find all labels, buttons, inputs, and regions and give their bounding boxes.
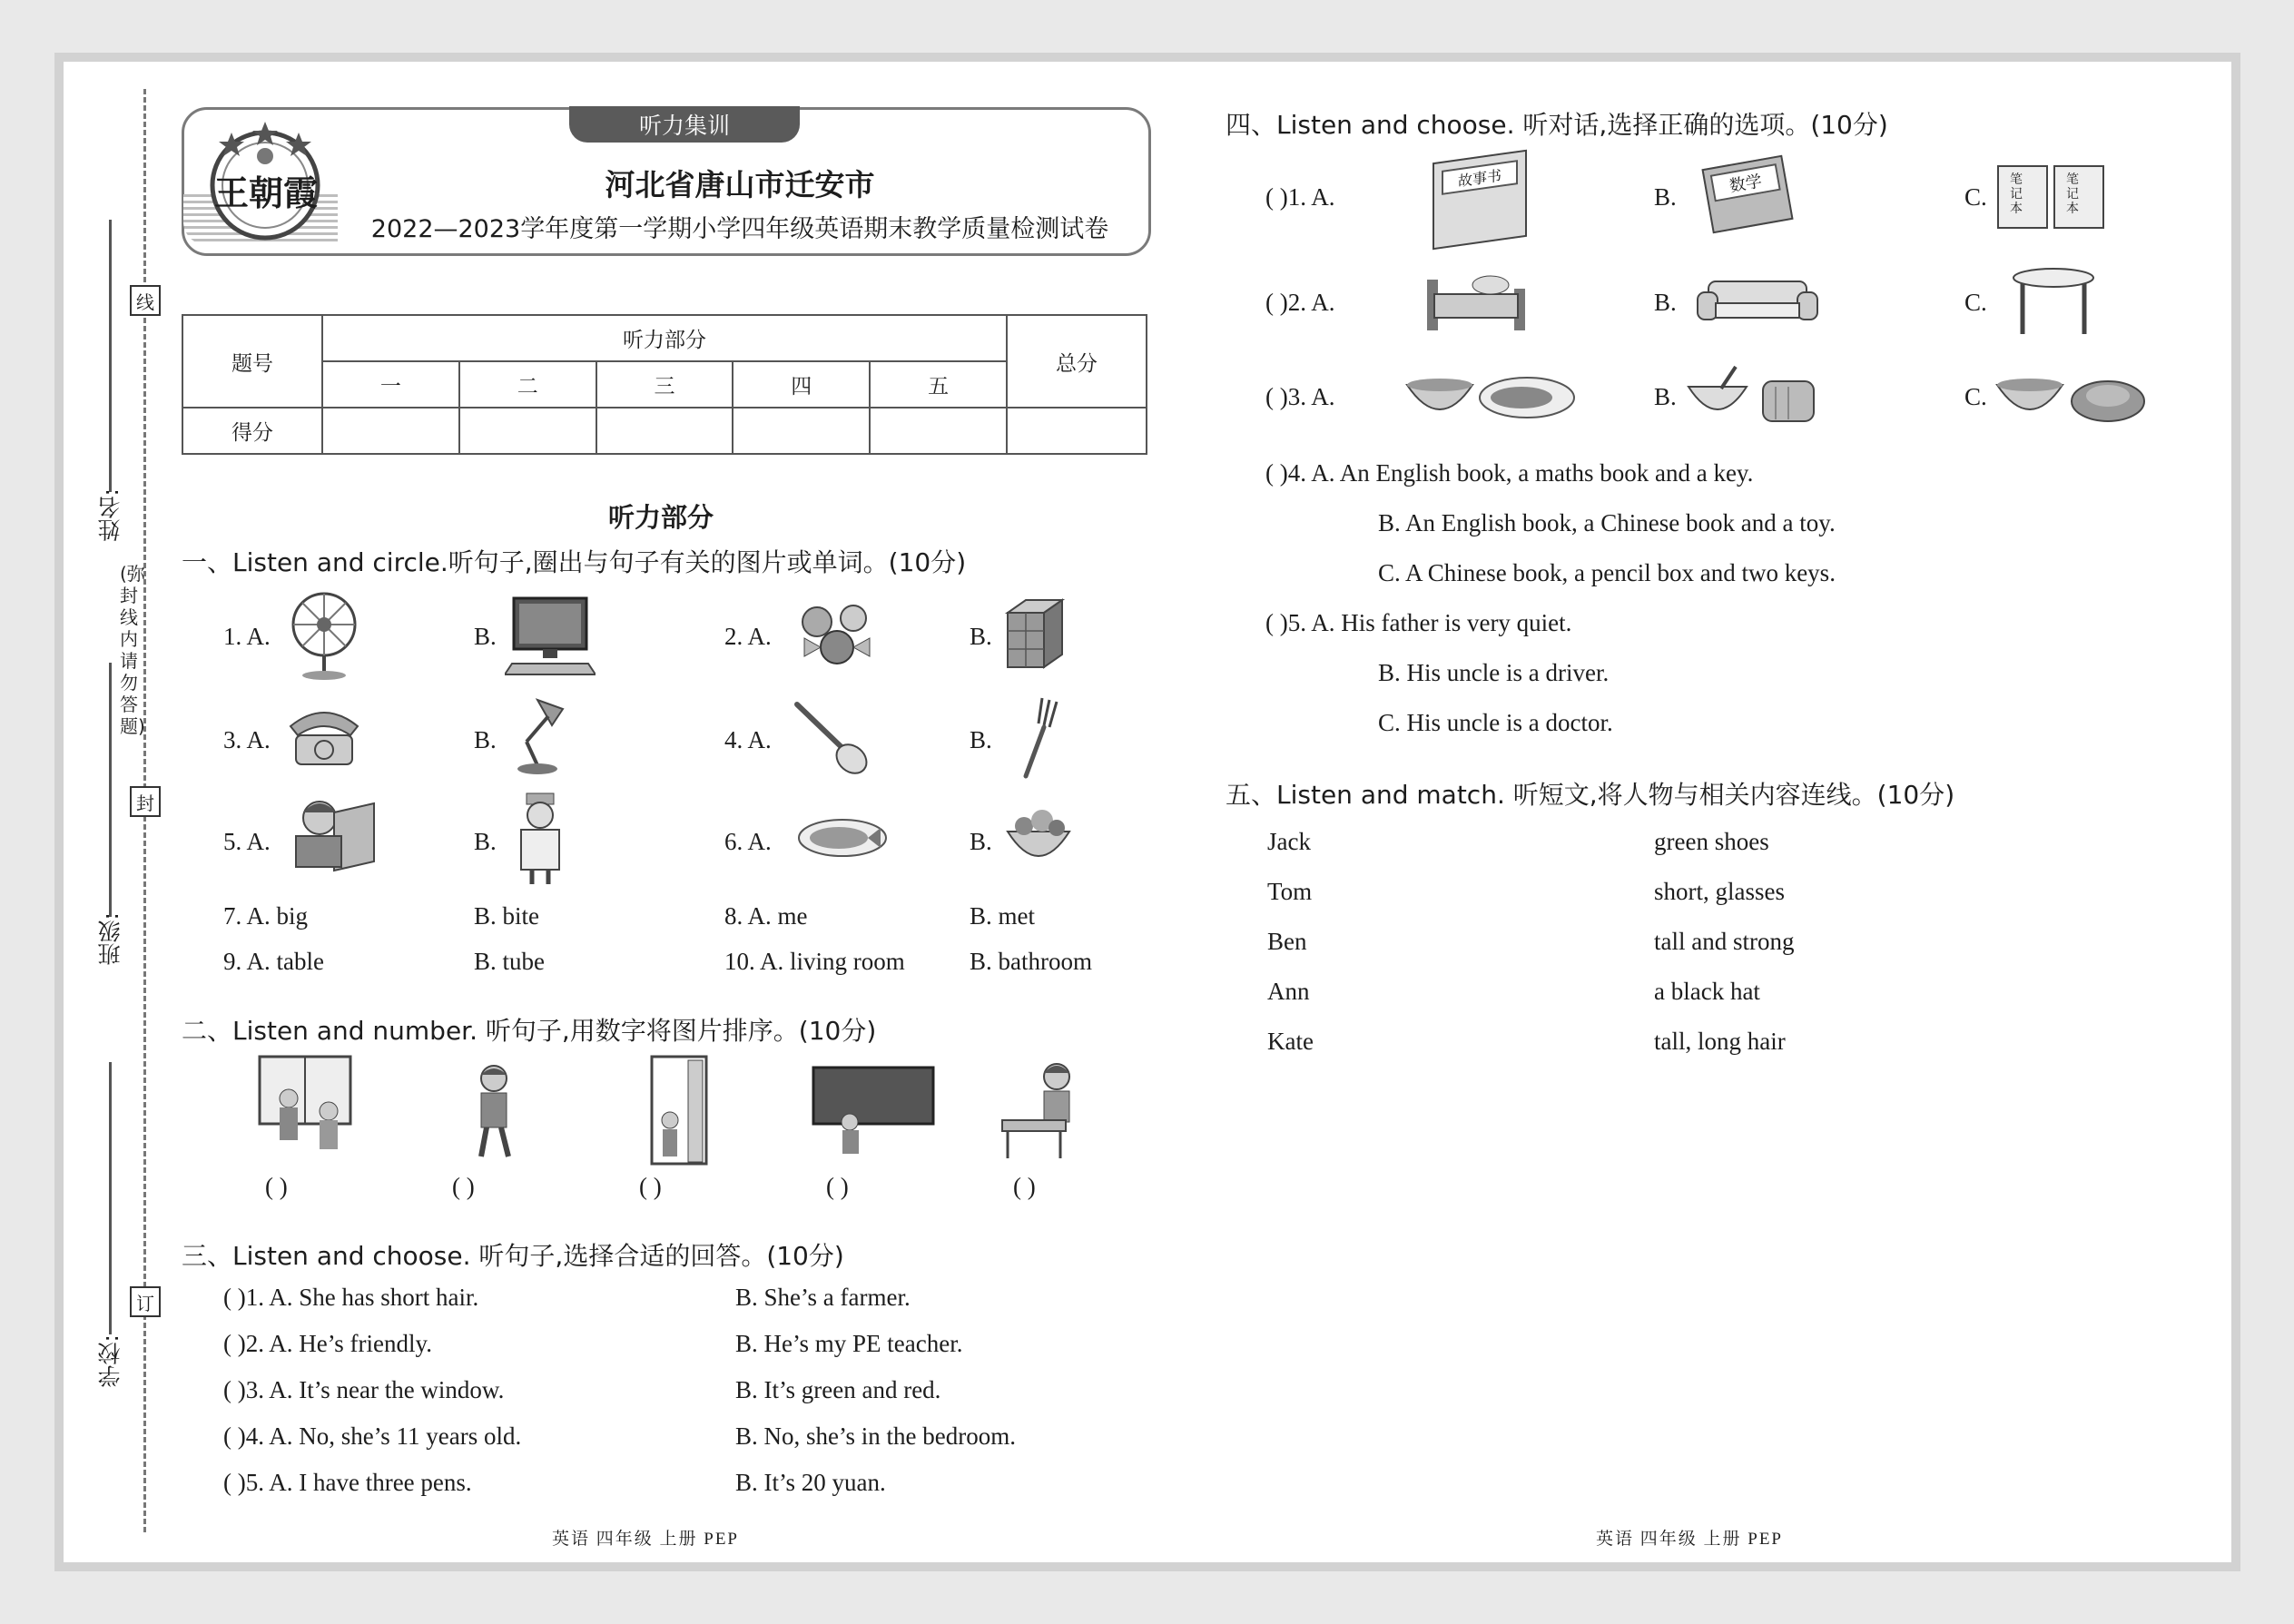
s5-item[interactable]: tall, long hair — [1654, 1028, 1786, 1055]
score-col: 五 — [870, 361, 1007, 408]
s5-name[interactable]: Kate — [1267, 1028, 1314, 1055]
s1-label: 4. A. — [724, 726, 772, 753]
computer-icon — [505, 595, 596, 676]
score-cell[interactable] — [870, 408, 1007, 454]
s3-item-b: B. He’s my PE teacher. — [735, 1330, 963, 1357]
s3-item-a: ( )4. A. No, she’s 11 years old. — [223, 1422, 522, 1450]
s4-label: B. — [1654, 289, 1677, 316]
s1-word: B. met — [970, 902, 1035, 930]
s5-name[interactable]: Tom — [1267, 878, 1313, 905]
score-cell[interactable] — [322, 408, 459, 454]
table-icon — [2010, 265, 2097, 338]
boy-icon — [463, 1062, 527, 1162]
exam-subtitle: 2022—2023学年度第一学期小学四年级英语期末教学质量检测试卷 — [370, 215, 1109, 243]
s4-label: B. — [1654, 383, 1677, 410]
score-cell[interactable] — [1007, 408, 1147, 454]
score-table — [182, 314, 1147, 455]
s2-title: 二、Listen and number. 听句子,用数字将图片排序。(10分) — [182, 1016, 877, 1046]
storybook-icon — [1433, 150, 1527, 251]
s3-title: 三、Listen and choose. 听句子,选择合适的回答。(10分) — [182, 1241, 844, 1271]
s4-q4-a: ( )4. A. An English book, a maths book and a key. — [1265, 459, 1754, 487]
phone-icon — [283, 699, 365, 772]
s5-item[interactable]: short, glasses — [1654, 878, 1785, 905]
s3-item-b: B. She’s a farmer. — [735, 1284, 911, 1311]
s4-title: 四、Listen and choose. 听对话,选择正确的选项。(10分) — [1226, 110, 1888, 140]
class-line — [109, 663, 112, 917]
s1-label: B. — [474, 828, 497, 855]
candy-icon — [790, 595, 890, 676]
s3-item-a: ( )1. A. She has short hair. — [223, 1284, 479, 1311]
s1-label: B. — [970, 726, 992, 753]
s2-blank[interactable]: ( ) — [265, 1173, 288, 1200]
s4-label: C. — [1964, 289, 1987, 316]
school-line — [109, 1062, 112, 1334]
s5-name[interactable]: Ben — [1267, 928, 1307, 955]
s1-word: B. tube — [474, 948, 545, 975]
doctor-icon — [508, 792, 572, 887]
porridge-chicken-icon — [1994, 370, 2148, 427]
notebook-icon — [1997, 165, 2048, 229]
seal-box-feng: 封 — [130, 786, 161, 817]
brand-name: 王朝霞 — [214, 172, 319, 213]
seal-note: (弥封线内请勿答题) — [120, 563, 145, 737]
score-col: 四 — [733, 361, 870, 408]
sofa-icon — [1694, 276, 1821, 327]
s5-item[interactable]: green shoes — [1654, 828, 1769, 855]
salad-icon — [1002, 799, 1075, 871]
blackboard-icon — [810, 1064, 937, 1155]
fan-icon — [283, 590, 365, 681]
s1-word: 10. A. living room — [724, 948, 905, 975]
score-cell[interactable] — [459, 408, 596, 454]
s4-label: C. — [1964, 183, 1987, 211]
fish-icon — [797, 815, 888, 861]
s1-label: B. — [970, 623, 992, 650]
bed-icon — [1422, 261, 1531, 334]
s4-label: ( )2. A. — [1265, 289, 1335, 316]
score-cell[interactable] — [596, 408, 733, 454]
s1-title: 一、Listen and circle.听句子,圈出与句子有关的图片或单词。(10分) — [182, 547, 967, 577]
s1-word: 7. A. big — [223, 902, 309, 930]
s4-q5-a: ( )5. A. His father is very quiet. — [1265, 609, 1572, 636]
s4-label: C. — [1964, 383, 1987, 410]
maths-book-icon — [1701, 155, 1793, 234]
seal-box-ding: 订 — [130, 1286, 161, 1317]
fork-icon — [1015, 694, 1060, 781]
s2-blank[interactable]: ( ) — [826, 1173, 849, 1200]
score-col: 三 — [596, 361, 733, 408]
s5-item[interactable]: tall and strong — [1654, 928, 1795, 955]
boy-reading-icon — [280, 794, 379, 885]
s4-label: ( )1. A. — [1265, 183, 1335, 211]
score-table-qno: 题号 — [182, 315, 322, 408]
score-cell[interactable] — [733, 408, 870, 454]
spoon-icon — [792, 699, 873, 781]
school-label: 学校: — [97, 1334, 123, 1388]
s1-word: B. bite — [474, 902, 539, 930]
s1-word: 9. A. table — [223, 948, 324, 975]
s3-item-a: ( )3. A. It’s near the window. — [223, 1376, 505, 1403]
score-table-listening: 听力部分 — [322, 315, 1007, 361]
s1-label: 1. A. — [223, 623, 271, 650]
s3-item-b: B. It’s green and red. — [735, 1376, 941, 1403]
footer-left: 英语 四年级 上册 PEP — [552, 1530, 739, 1549]
s3-item-a: ( )5. A. I have three pens. — [223, 1469, 472, 1496]
s3-item-b: B. It’s 20 yuan. — [735, 1469, 886, 1496]
score-col: 一 — [322, 361, 459, 408]
score-table-total: 总分 — [1007, 315, 1147, 408]
s4-q4-c: C. A Chinese book, a pencil box and two keys. — [1378, 559, 1836, 586]
s4-q5-b: B. His uncle is a driver. — [1378, 659, 1610, 686]
s4-label: ( )3. A. — [1265, 383, 1335, 410]
s3-item-b: B. No, she’s in the bedroom. — [735, 1422, 1016, 1450]
class-label: 班级: — [97, 912, 123, 966]
s1-label: B. — [970, 828, 992, 855]
score-col: 二 — [459, 361, 596, 408]
notebook-label: 笔记本 — [2010, 172, 2023, 216]
s1-word: B. bathroom — [970, 948, 1092, 975]
s1-label: B. — [474, 726, 497, 753]
seal-box-xian: 线 — [130, 285, 161, 316]
blocks-icon — [999, 595, 1071, 672]
name-label: 姓名: — [97, 488, 123, 542]
porridge-fish-icon — [1403, 370, 1576, 425]
girl-desk-icon — [999, 1053, 1098, 1162]
door-icon — [643, 1053, 724, 1166]
soup-bread-icon — [1685, 365, 1821, 427]
s1-label: 6. A. — [724, 828, 772, 855]
s1-word: 8. A. me — [724, 902, 808, 930]
listening-heading: 听力部分 — [608, 502, 714, 533]
score-row-label: 得分 — [182, 408, 322, 454]
header-tab: 听力集训 — [569, 106, 800, 143]
s4-q5-c: C. His uncle is a doctor. — [1378, 709, 1613, 736]
storybook-label: 故事书 — [1442, 160, 1518, 195]
exam-region-title: 河北省唐山市迁安市 — [605, 167, 875, 202]
s3-item-a: ( )2. A. He’s friendly. — [223, 1330, 432, 1357]
kids-window-icon — [256, 1053, 356, 1162]
lamp-icon — [505, 694, 577, 776]
s1-label: 3. A. — [223, 726, 271, 753]
name-line — [109, 220, 112, 492]
maths-book-label: 数学 — [1710, 163, 1781, 202]
s2-blank[interactable]: ( ) — [452, 1173, 475, 1200]
s4-q4-b: B. An English book, a Chinese book and a toy. — [1378, 509, 1836, 536]
notebook-icon — [2053, 165, 2104, 229]
s1-label: B. — [474, 623, 497, 650]
s5-name[interactable]: Jack — [1267, 828, 1311, 855]
s5-name[interactable]: Ann — [1267, 978, 1310, 1005]
s4-label: B. — [1654, 183, 1677, 211]
s5-title: 五、Listen and match. 听短文,将人物与相关内容连线。(10分) — [1226, 780, 1955, 810]
s2-blank[interactable]: ( ) — [639, 1173, 662, 1200]
notebook-label: 笔记本 — [2066, 172, 2079, 216]
s5-item[interactable]: a black hat — [1654, 978, 1760, 1005]
s1-label: 5. A. — [223, 828, 271, 855]
s2-blank[interactable]: ( ) — [1013, 1173, 1036, 1200]
s1-label: 2. A. — [724, 623, 772, 650]
footer-right: 英语 四年级 上册 PEP — [1596, 1530, 1783, 1549]
